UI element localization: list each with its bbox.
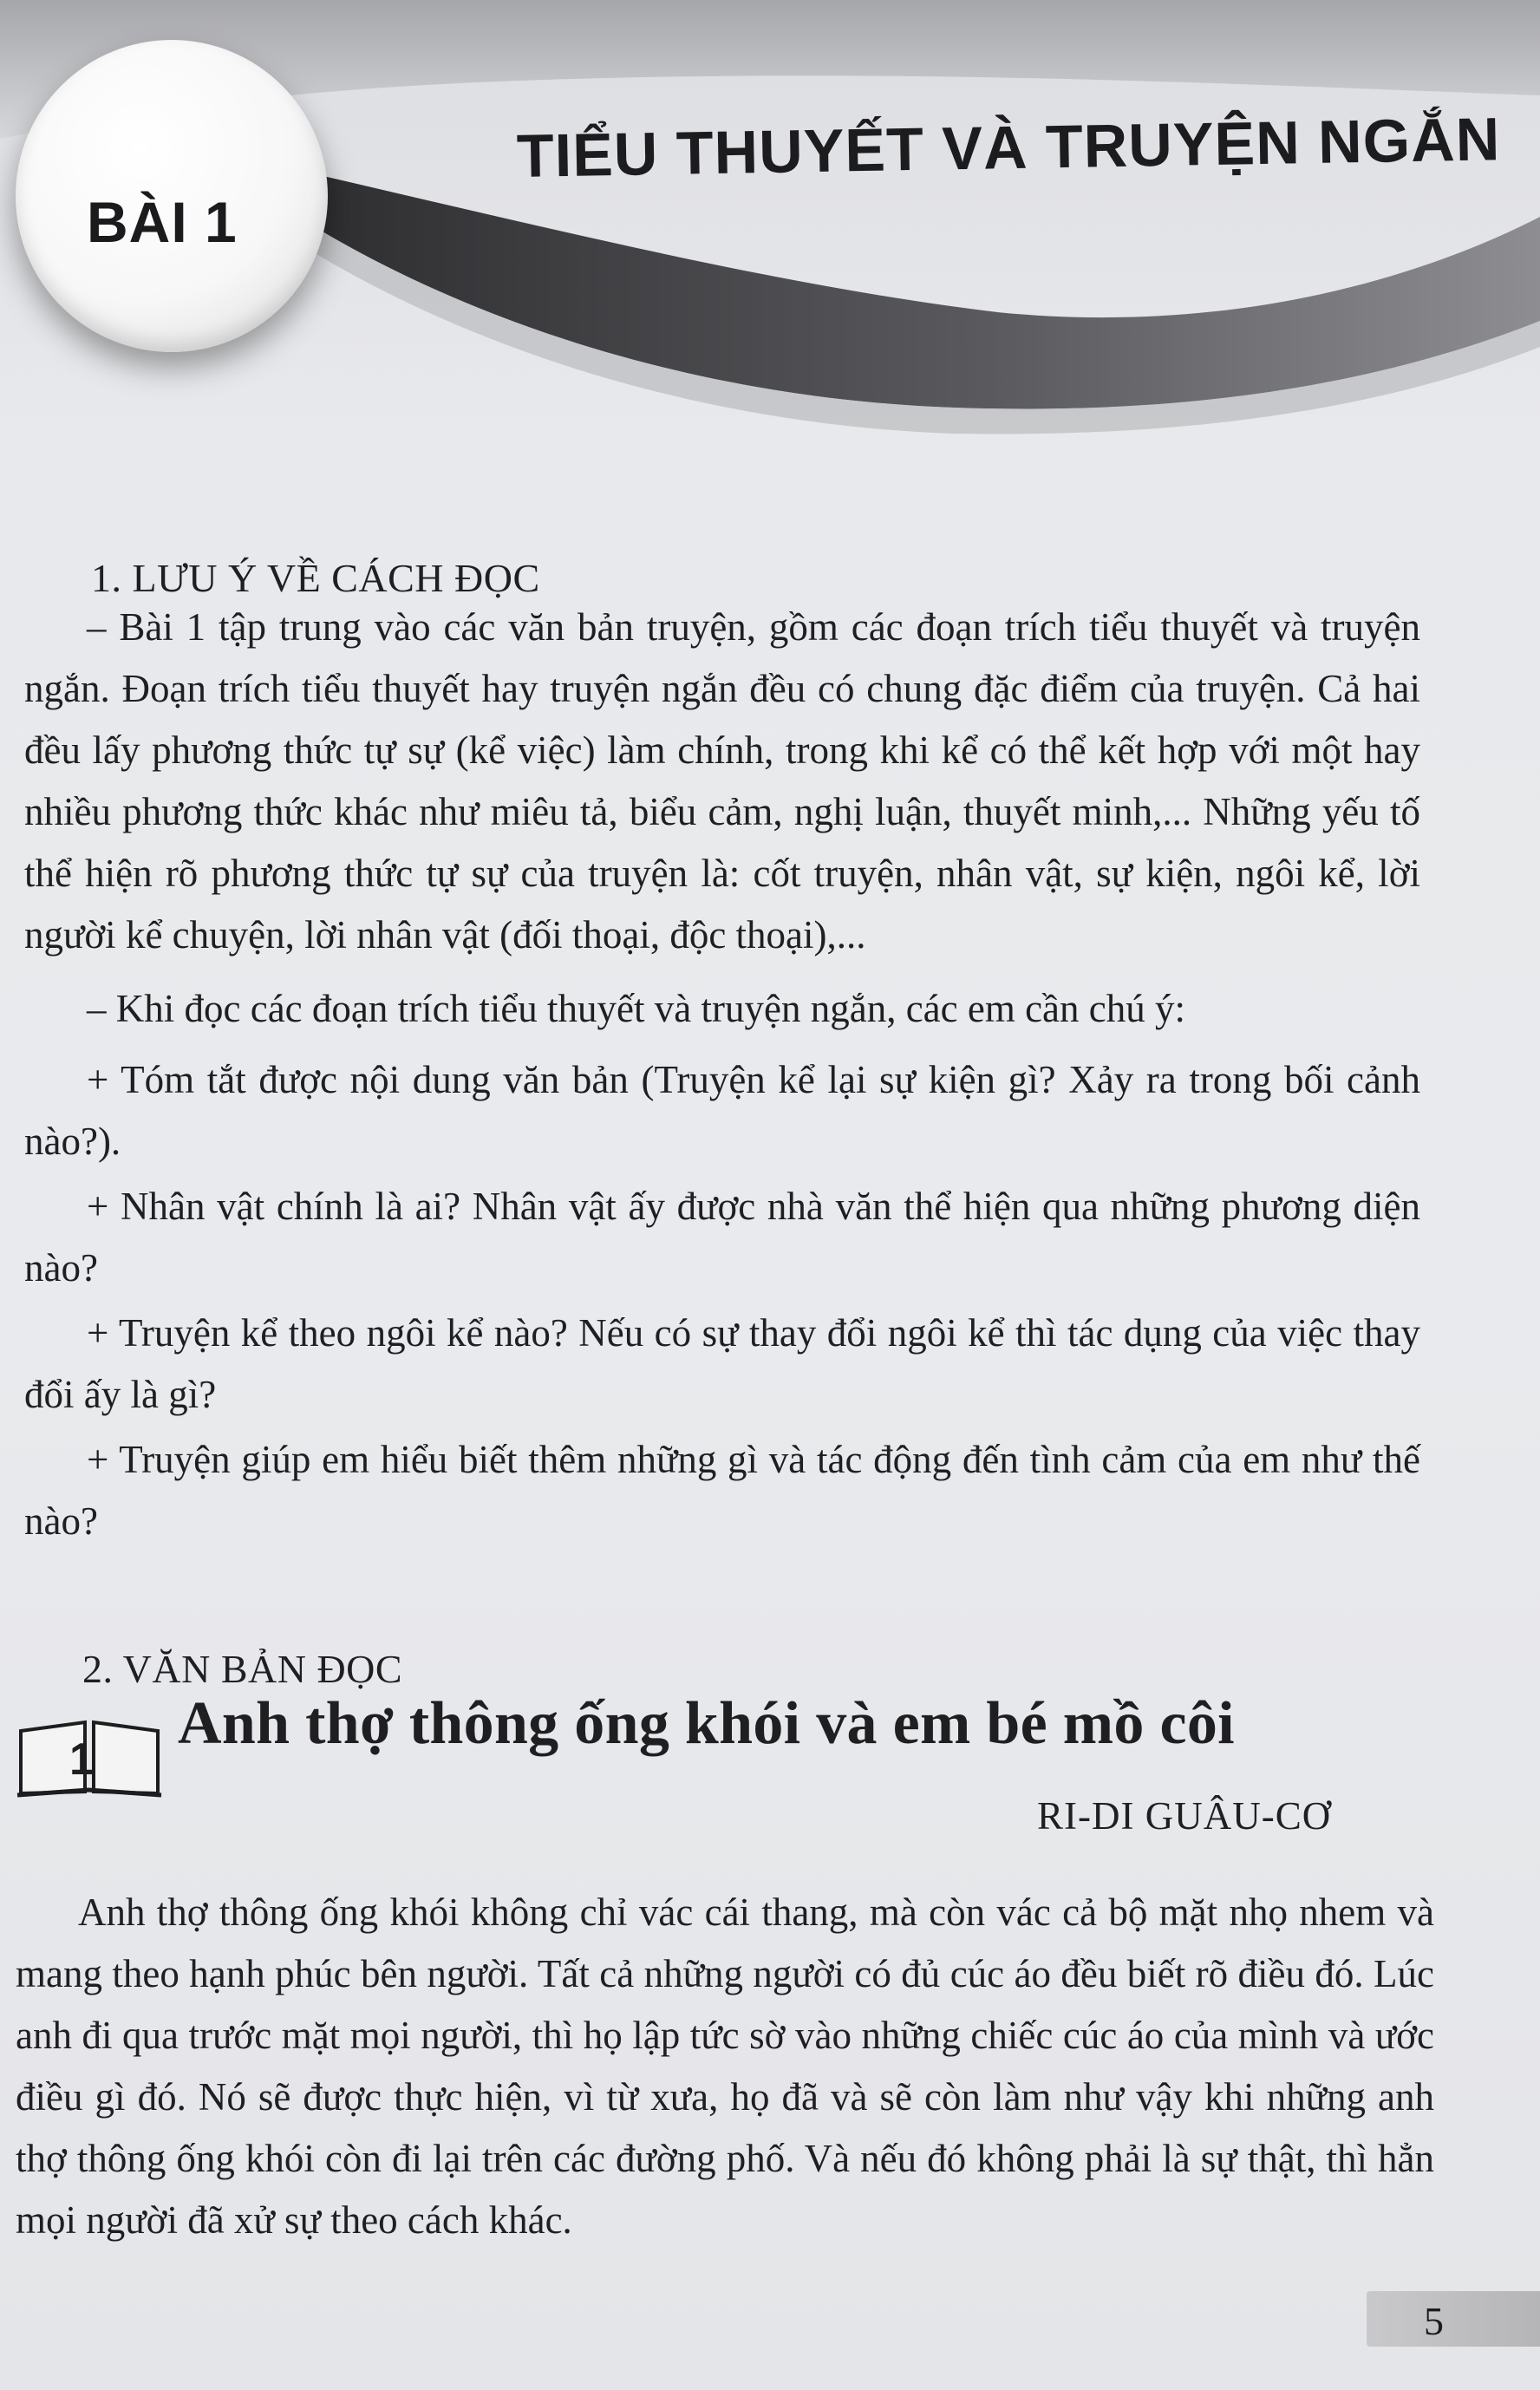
paragraph-point-summary: + Tóm tắt được nội dung văn bản (Truyện kể lại sự kiện gì? Xảy ra trong bối cảnh nào?). — [24, 1058, 1420, 1163]
paragraph-point-narration: + Truyện kể theo ngôi kể nào? Nếu có sự thay đổi ngôi kể thì tác dụng của việc thay đổi ấy là gì? — [24, 1311, 1420, 1416]
reading-number: 1 — [69, 1734, 95, 1785]
paragraph-intro: – Bài 1 tập trung vào các văn bản truyện, gồm các đoạn trích tiểu thuyết và truyện ngắn. Đoạn trích tiểu thuyết hay truyện ngắn đều có chung đặc điểm của truyện. Cả hai đều lấy phương thức tự sự (kể việc) làm chính, trong khi kể có thể kết hợp với một hay nhiều phương thức khác như miêu tả, biểu cảm, nghị luận, thuyết minh,... Những yếu tố thể hiện rõ phương thức tự sự của truyện là: cốt truyện, nhân vật, sự kiện, ngôi kể, lời người kể chuyện, lời nhân vật (đối thoại, độc thoại),... — [24, 605, 1420, 957]
paragraph-attention: – Khi đọc các đoạn trích tiểu thuyết và truyện ngắn, các em cần chú ý: — [87, 987, 1186, 1030]
open-book-icon — [16, 1714, 163, 1799]
story-paragraph: Anh thợ thông ống khói không chỉ vác cái thang, mà còn vác cả bộ mặt nhọ nhem và mang theo hạnh phúc bên người. Tất cả những người có đủ cúc áo đều biết rõ điều đó. Lúc anh đi qua trước mặt mọi người, thì họ lập tức sờ vào những chiếc cúc áo của mình và ước điều gì đó. Nó sẽ được thực hiện, vì từ xưa, họ đã và sẽ còn làm như vậy khi những anh thợ thông ống khói còn đi lại trên các đường phố. Và nếu đó không phải là sự thật, thì hẳn mọi người đã xử sự theo cách khác. — [16, 1890, 1434, 2242]
section-heading-reading-text: 2. VĂN BẢN ĐỌC — [82, 1647, 403, 1691]
paragraph-point-impact: + Truyện giúp em hiểu biết thêm những gì và tác động đến tình cảm của em như thế nào? — [24, 1438, 1420, 1543]
lesson-label: BÀI 1 — [87, 190, 238, 254]
story-title: Anh thợ thông ống khói và em bé mồ côi — [178, 1690, 1235, 1757]
section-heading-reading-notes: 1. LƯU Ý VỀ CÁCH ĐỌC — [91, 556, 540, 600]
story-author: RI-DI GUÂU-CƠ — [1037, 1794, 1332, 1838]
page-number: 5 — [1424, 2299, 1444, 2343]
paragraph-point-character: + Nhân vật chính là ai? Nhân vật ấy được nhà văn thể hiện qua những phương diện nào? — [24, 1185, 1420, 1290]
topic-title: TIỂU THUYẾT VÀ TRUYỆN NGẮN — [516, 105, 1501, 190]
page-number-tab — [1367, 2291, 1540, 2347]
